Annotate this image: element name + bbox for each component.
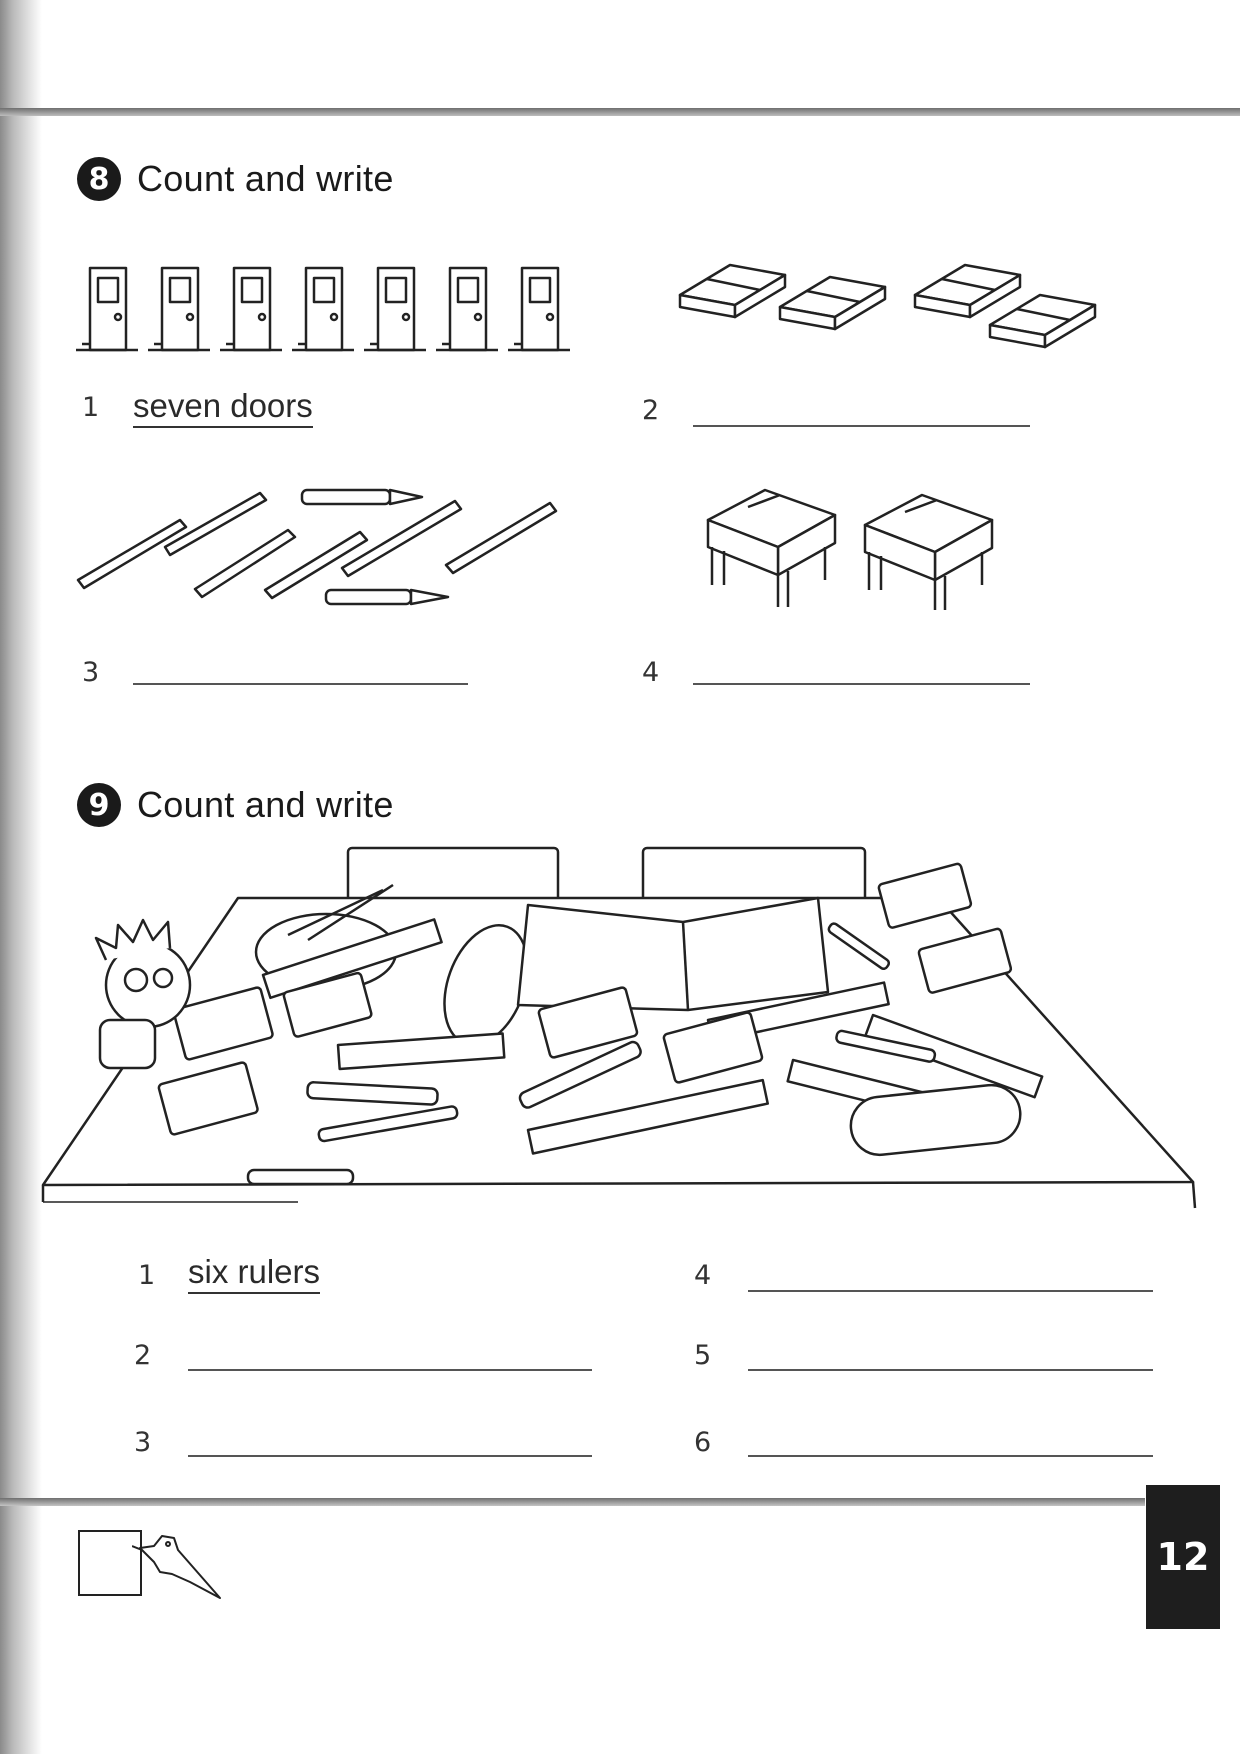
ex8-item-3-number: 3	[82, 657, 100, 688]
ex8-item-2-answer-line[interactable]	[693, 425, 1030, 427]
page-number: 12	[1146, 1485, 1220, 1629]
pens-pencils-picture	[70, 485, 560, 610]
book-spine-shadow	[0, 0, 42, 1754]
ex9-item-1-answer[interactable]: six rulers	[188, 1254, 320, 1294]
classroom-table-picture	[38, 830, 1208, 1225]
doors-picture	[68, 262, 588, 362]
ex9-item-6-answer-line[interactable]	[748, 1455, 1153, 1457]
ex9-item-5-number: 5	[694, 1340, 712, 1371]
ex8-item-1-answer[interactable]: seven doors	[133, 388, 313, 428]
erasers-picture	[675, 255, 1105, 365]
ex9-item-3-answer-line[interactable]	[188, 1455, 592, 1457]
ex9-item-2-number: 2	[134, 1340, 152, 1371]
exercise-9-number: 9	[77, 783, 121, 827]
exercise-9-title: Count and write	[137, 784, 394, 825]
ex8-item-3-answer-line[interactable]	[133, 683, 468, 685]
top-rule	[0, 108, 1240, 116]
desks-picture	[700, 485, 1010, 610]
exercise-8-title: Count and write	[137, 158, 394, 199]
ex9-item-4-answer-line[interactable]	[748, 1290, 1153, 1292]
ex8-item-4-number: 4	[642, 657, 660, 688]
exercise-8-heading	[77, 157, 394, 201]
bird-icon	[132, 1528, 224, 1600]
ex9-item-6-number: 6	[694, 1427, 712, 1458]
ex8-item-4-answer-line[interactable]	[693, 683, 1030, 685]
ex9-item-4-number: 4	[694, 1260, 712, 1291]
exercise-9-heading	[77, 783, 394, 827]
ex8-item-1-number: 1	[82, 392, 100, 423]
ex8-item-2-number: 2	[642, 395, 660, 426]
exercise-8-number: 8	[77, 157, 121, 201]
ex9-item-5-answer-line[interactable]	[748, 1369, 1153, 1371]
ex9-item-1-number: 1	[138, 1260, 156, 1291]
ex9-item-3-number: 3	[134, 1427, 152, 1458]
ex9-item-2-answer-line[interactable]	[188, 1369, 592, 1371]
bottom-rule	[0, 1498, 1145, 1506]
